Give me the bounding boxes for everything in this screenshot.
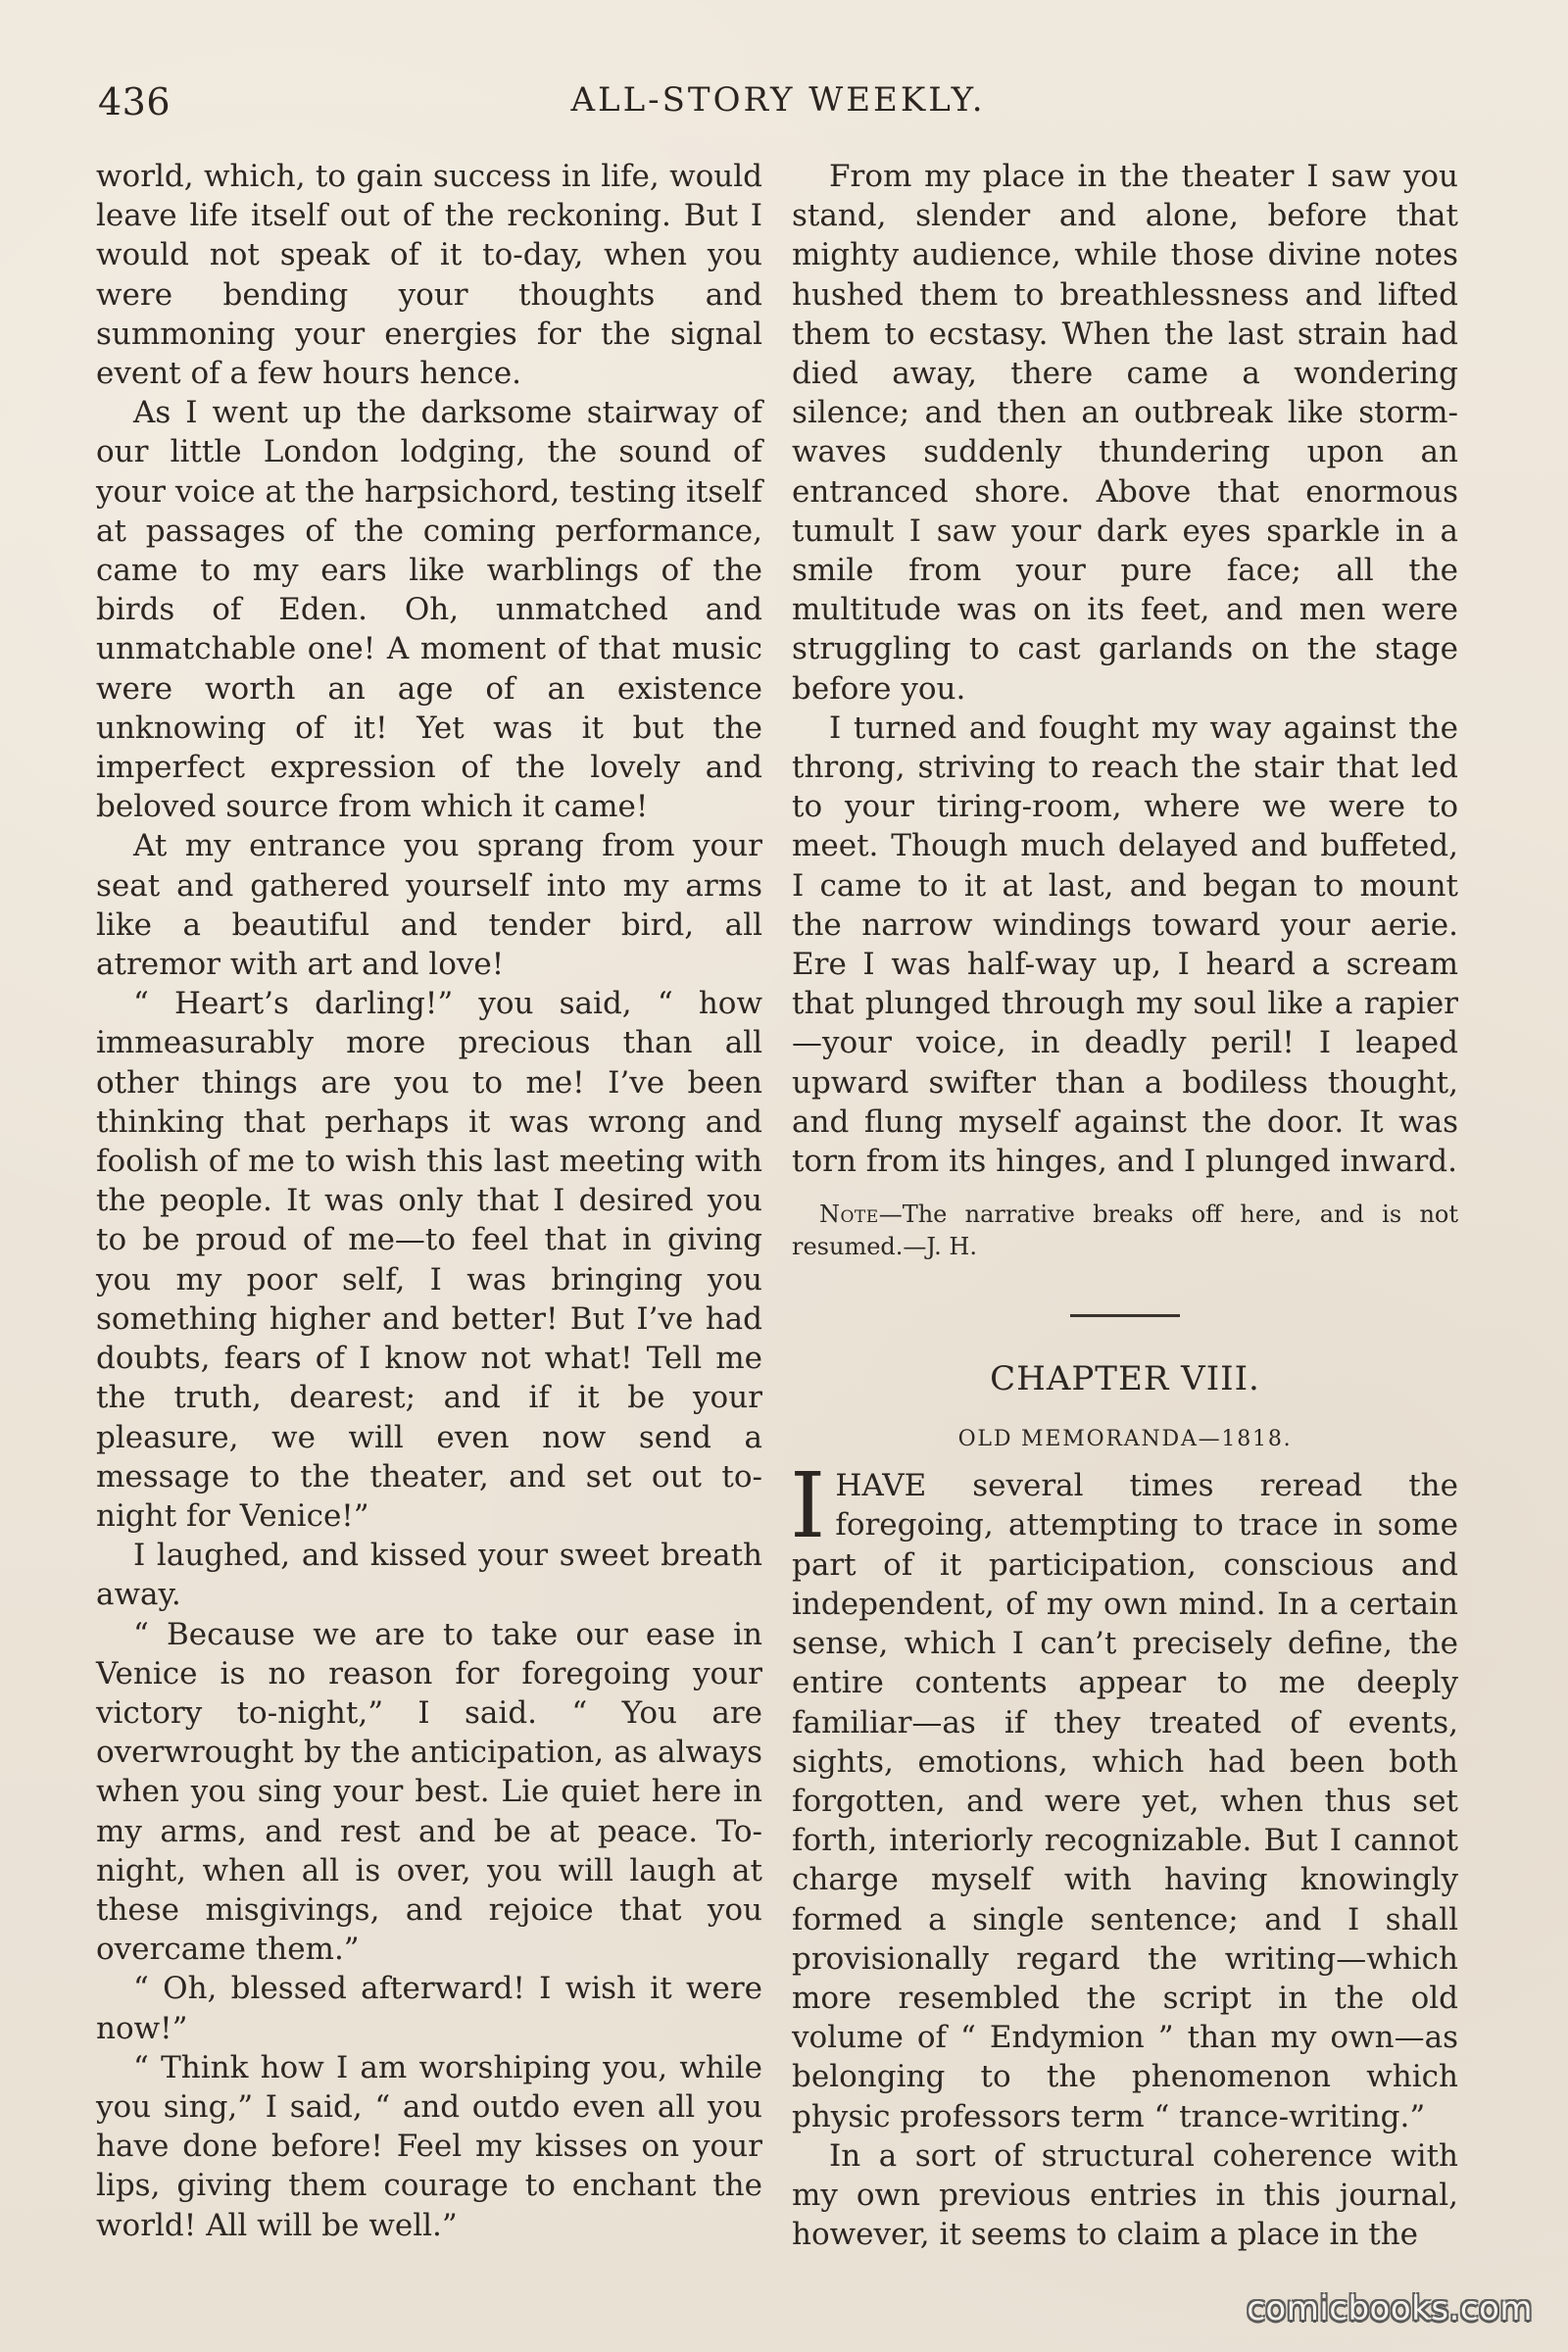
chapter-title: CHAPTER VIII. (990, 1359, 1260, 1399)
page-number: 436 (98, 80, 172, 123)
left-paragraph-8: “ Think how I am worshiping you, while you sing,” I said, “ and outdo even all you have done before! Feel my kisses on your lips, giving them courage to enchant the world! All will be well.” (96, 2049, 762, 2243)
left-paragraph-1: world, which, to gain success in life, would leave life itself out of the reckoning. But I would not speak of it to-day, when you were bending your thoughts and summoning your energies for the signal event of a few hours hence. (96, 159, 762, 392)
right-paragraph-2: I turned and fought my way against the throng, striving to reach the stair that led to your tiring-room, where we were to meet. Though much delayed and buffeted, I came to it at last, and began to mount the narrow windings toward your aerie. Ere I was half-way up, I heard a scream that plunged through my soul like a rapier—your voice, in deadly peril! I leaped upward swifter than a bodiless thought, and flung myself against the door. It was torn from its hinges, and I plunged inward. (792, 710, 1458, 1180)
left-paragraph-7: “ Oh, blessed afterward! I wish it were now!” (96, 1971, 762, 2046)
chapter-opening-text: HAVE several times reread the foregoing, attempting to trace in some part of it participation, conscious and independent, of my own mind. In a certain sense, which I can’t precisely define, the entire contents appear to me deeply familiar—as if they treated of events, sights, emotions, which had been both forgotten, and were yet, when thus set forth, interiorly recognizable. But I cannot charge myself with having knowingly formed a single sentence; and I shall provisionally regard the writing—which more resembled the script in the old volume of “ Endymion ” than my own—as belonging to the phenomenon which physic professors term “ trance-writing.” (792, 1468, 1458, 2134)
note-text: —The narrative breaks off here, and is not resumed.—J. H. (792, 1200, 1458, 1261)
left-paragraph-4: “ Heart’s darling!” you said, “ how immeasurably more precious than all other things are you to me! I’ve been thinking that perhaps it was wrong and foolish of me to wish this last meeting with the people. It was only that I desired you to be proud of me—to feel that in giving you my poor self, I was bringing you something higher and better! But I’ve had doubts, fears of I know not what! Tell me the truth, dearest; and if it be your pleasure, we will even now send a message to the theater, and set out to-night for Venice!” (96, 986, 762, 1534)
left-column (96, 157, 762, 2245)
chapter-opening-paragraph (790, 1453, 1458, 2135)
left-paragraph-3: At my entrance you sprang from your seat and gathered yourself into my arms like a beautiful and tender bird, all atremor with art and love! (96, 828, 762, 983)
editorial-note (792, 1199, 1458, 1263)
left-paragraph-6: “ Because we are to take our ease in Venice is no reason for foregoing your victory to-night,” I said. “ You are overwrought by the anticipation, as always when you sing your best. Lie quiet here in my arms, and rest and be at peace. To-night, when all is over, you will laugh at these misgivings, and rejoice that you overcame them.” (96, 1616, 762, 1968)
chapter-subtitle: OLD MEMORANDA—1818. (957, 1427, 1293, 1452)
right-paragraph-final: In a sort of structural coherence with my own previous entries in this journal, however, it seems to claim a place in the (792, 2137, 1458, 2253)
right-column (792, 157, 1458, 2254)
right-paragraph-1: From my place in the theater I saw you stand, slender and alone, before that mighty audience, while those divine notes hushed them to breathlessness and lifted them to ecstasy. When the last strain had died away, there came a wondering silence; and then an outbreak like storm-waves suddenly thundering upon an entranced shore. Above that enormous tumult I saw your dark eyes sparkle in a smile from your pure face; all the multitude was on its feet, and men were struggling to cast garlands on the stage before you. (792, 159, 1458, 707)
page-header (98, 80, 1458, 139)
left-paragraph-2: As I went up the darksome stairway of our little London lodging, the sound of your voice at the harpsichord, testing itself at passages of the coming performance, came to my ears like warblings of the birds of Eden. Oh, unmatched and unmatchable one! A moment of that music were worth an age of an existence unknowing of it! Yet was it but the imperfect expression of the lovely and beloved source from which it came! (96, 395, 762, 825)
section-rule (1070, 1314, 1180, 1317)
drop-cap: I (790, 1453, 826, 1559)
left-paragraph-5: I laughed, and kissed your sweet breath away. (96, 1538, 762, 1613)
watermark-logo: comicbooks.com (1247, 2289, 1533, 2328)
note-label: Note (819, 1200, 879, 1229)
running-head: ALL-STORY WEEKLY. (570, 80, 986, 120)
